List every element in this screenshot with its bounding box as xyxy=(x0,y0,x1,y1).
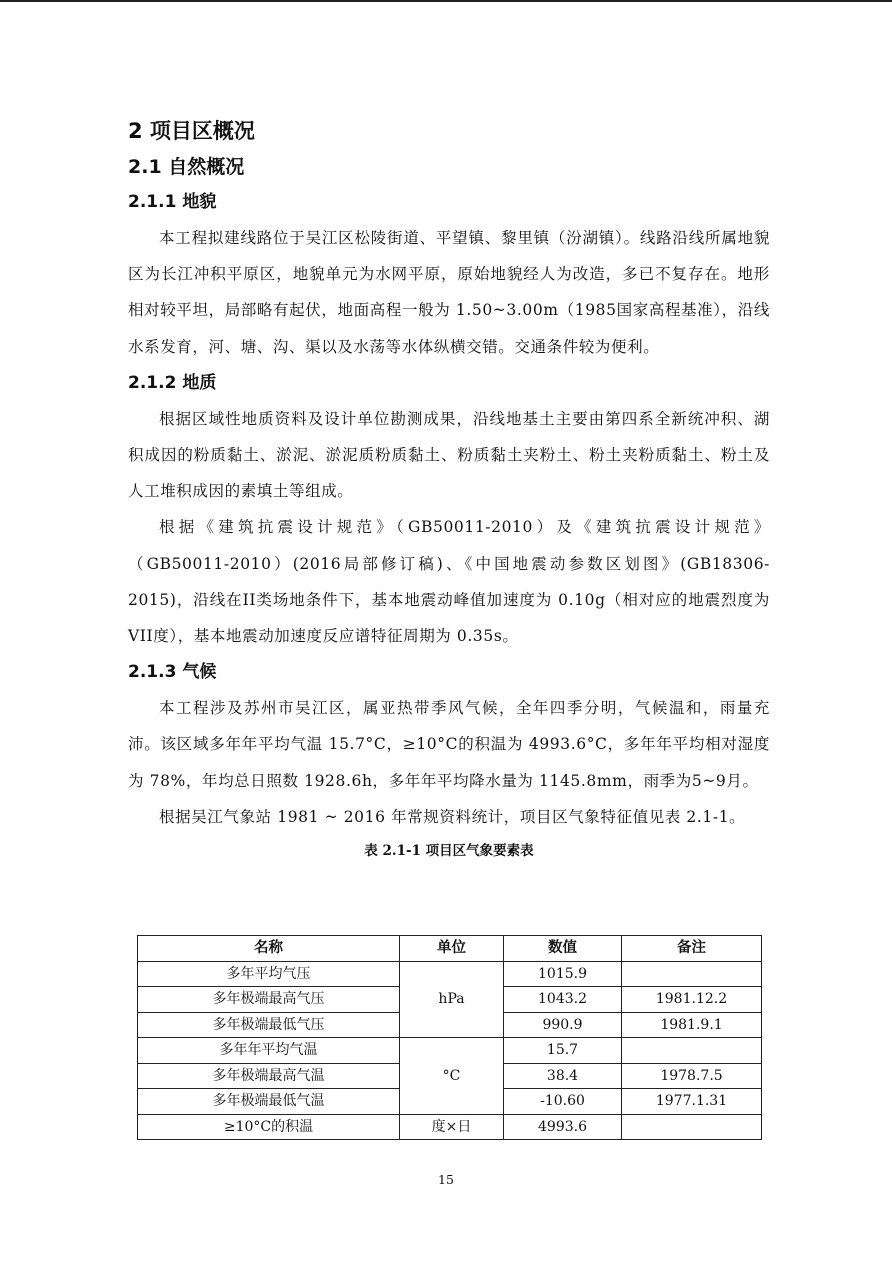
cell-name: 多年极端最低气温 xyxy=(138,1089,400,1115)
subsection-heading-climate: 2.1.3 气候 xyxy=(128,662,217,683)
cell-unit: °C xyxy=(400,1038,504,1115)
cell-name: 多年年平均气温 xyxy=(138,1038,400,1064)
cell-note: 1981.12.2 xyxy=(622,987,762,1013)
cell-value: -10.60 xyxy=(504,1089,622,1115)
page-top-rule xyxy=(0,0,892,2)
cell-value: 15.7 xyxy=(504,1038,622,1064)
climate-paragraph-1: 本工程涉及苏州市吴江区，属亚热带季风气候，全年四季分明，气候温和，雨量充沛。该区域多年年平均气温 15.7°C，≥10°C的积温为 4993.6°C，多年年平均相对湿度为 78%，年均总日照数 1928.6h，多年年平均降水量为 1145.8mm，雨季为5~9月。 xyxy=(128,699,770,790)
cell-name: 多年极端最高气温 xyxy=(138,1063,400,1089)
cell-note xyxy=(622,1038,762,1064)
climate-paragraph-2: 根据吴江气象站 1981 ~ 2016 年常规资料统计，项目区气象特征值见表 2.1-1。 xyxy=(159,807,746,826)
header-name: 名称 xyxy=(138,936,400,962)
cell-value: 4993.6 xyxy=(504,1114,622,1140)
table-header-row xyxy=(138,936,762,962)
cell-value: 1015.9 xyxy=(504,961,622,987)
cell-name: 多年平均气压 xyxy=(138,961,400,987)
cell-note xyxy=(622,1114,762,1140)
cell-value: 990.9 xyxy=(504,1012,622,1038)
header-value: 数值 xyxy=(504,936,622,962)
header-note: 备注 xyxy=(622,936,762,962)
subsection-heading-geology: 2.1.2 地质 xyxy=(128,372,217,393)
geology-paragraph-2: 根据《建筑抗震设计规范》（GB50011-2010）及《建筑抗震设计规范》（GB50011-2010）(2016局部修订稿)、《中国地震动参数区划图》(GB18306-2015)，沿线在II类场地条件下，基本地震动峰值加速度为 0.10g（相对应的地震烈度为 VII度），基本地震动加速度反应谱特征周期为 0.35s。 xyxy=(128,518,770,646)
table-row xyxy=(138,1114,762,1140)
cell-unit: 度×日 xyxy=(400,1114,504,1140)
section-heading-2-1: 2.1 自然概况 xyxy=(128,156,245,178)
cell-unit: hPa xyxy=(400,961,504,1038)
chapter-heading: 2 项目区概况 xyxy=(128,119,255,143)
weather-elements-table xyxy=(137,935,762,1140)
cell-note xyxy=(622,961,762,987)
landform-paragraph: 本工程拟建线路位于吴江区松陵街道、平望镇、黎里镇（汾湖镇）。线路沿线所属地貌区为长江冲积平原区，地貌单元为水网平原，原始地貌经人为改造，多已不复存在。地形相对较平坦，局部略有起伏，地面高程一般为 1.50~3.00m（1985国家高程基准），沿线水系发育，河、塘、沟、渠以及水荡等水体纵横交错。交通条件较为便利。 xyxy=(128,229,770,356)
cell-name: 多年极端最低气压 xyxy=(138,1012,400,1038)
table-row xyxy=(138,1038,762,1064)
cell-name: ≥10°C的积温 xyxy=(138,1114,400,1140)
geology-paragraph-1: 根据区域性地质资料及设计单位勘测成果，沿线地基土主要由第四系全新统冲积、湖积成因的粉质黏土、淤泥、淤泥质粉质黏土、粉质黏土夹粉土、粉土夹粉质黏土、粉土及人工堆积成因的素填土等组成。 xyxy=(128,409,770,501)
cell-value: 38.4 xyxy=(504,1063,622,1089)
subsection-heading-landform: 2.1.1 地貌 xyxy=(128,192,217,212)
page-number: 15 xyxy=(438,1172,454,1187)
table-row xyxy=(138,961,762,987)
cell-value: 1043.2 xyxy=(504,987,622,1013)
header-unit: 单位 xyxy=(400,936,504,962)
cell-note: 1978.7.5 xyxy=(622,1063,762,1089)
table-caption: 表 2.1-1 项目区气象要素表 xyxy=(364,843,534,860)
cell-note: 1977.1.31 xyxy=(622,1089,762,1115)
cell-name: 多年极端最高气压 xyxy=(138,987,400,1013)
cell-note: 1981.9.1 xyxy=(622,1012,762,1038)
document-body xyxy=(128,112,770,861)
